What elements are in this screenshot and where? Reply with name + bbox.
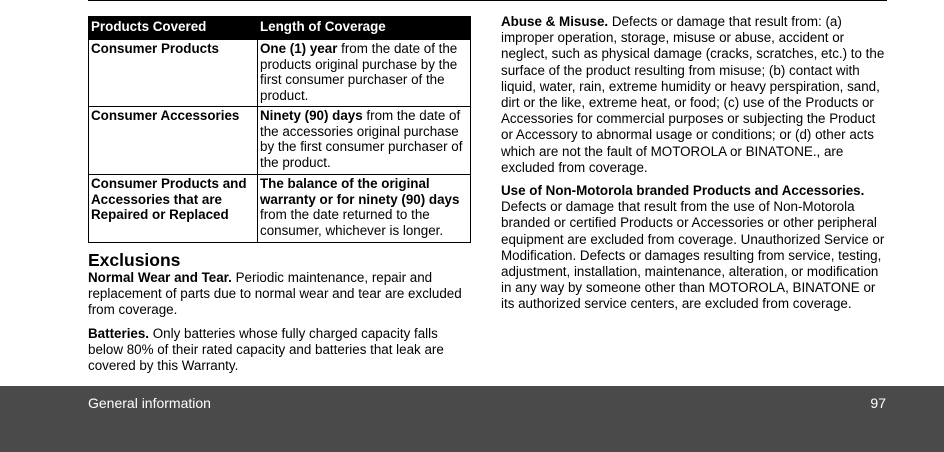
table-header-row [89,17,471,40]
exclusion-paragraph [88,270,471,319]
coverage-term: The balance of the original warranty or for ninety (90) days [260,176,460,207]
exclusion-paragraph [501,183,887,313]
coverage-term: One (1) year [260,41,338,56]
left-column [88,16,471,374]
table-row [89,107,471,175]
exclusion-title: Use of Non-Motorola branded Products and Accessories. [501,183,865,199]
exclusion-paragraph [501,14,887,176]
exclusion-title: Abuse & Misuse. [501,14,609,29]
product-cell: Consumer Products and Accessories that are Repaired or Replaced [89,175,258,243]
footer-section-title: General information [88,395,211,411]
exclusion-paragraph [88,326,471,375]
right-column [501,14,887,313]
table-row [89,175,471,243]
exclusion-title: Normal Wear and Tear. [88,270,232,285]
product-cell: Consumer Accessories [89,107,258,175]
exclusion-text: Periodic maintenance, repair and replacement of parts due to normal wear and tear are excluded from coverage. [88,270,462,318]
coverage-cell [258,175,471,243]
product-cell: Consumer Products [89,40,258,107]
page-number: 97 [870,395,886,411]
coverage-cell [258,107,471,175]
table-row [89,40,471,107]
coverage-term: Ninety (90) days [260,108,363,123]
header-products-covered: Products Covered [89,17,258,40]
coverage-detail: from the date of the products original purchase by the first consumer purchaser of the product. [260,41,458,103]
coverage-detail: from the date of the accessories original purchase by the first consumer purchaser of the product. [260,108,463,170]
exclusion-text: Defects or damage that result from: (a) improper operation, storage, misuse or abuse, accident or neglect, such as physical damage (cracks, scratches, etc.) to the surface of the product resulting from misuse; (b) contact with liquid, water, rain, extreme humidity or heavy perspiration, sand, dirt or the like, extreme heat, or food; (c) use of the Products or Accessories for commercial purposes or subjecting the Product or Accessory to abnormal usage or conditions; or (d) other acts which are not the fault of MOTOROLA or BINATONE., are excluded from coverage. [501,14,885,175]
exclusion-text: Only batteries whose fully charged capacity falls below 80% of their rated capacity and batteries that leak are covered by this Warranty. [88,325,444,374]
header-length-of-coverage: Length of Coverage [258,17,471,40]
coverage-cell [258,40,471,107]
top-rule [88,0,887,1]
coverage-detail: from the date returned to the consumer, whichever is longer. [260,207,444,238]
exclusion-text: Defects or damage that result from the use of Non-Motorola branded or certified Products or Accessories or other peripheral equipment are excluded from coverage. Unauthorized Service or Modification. Defects or damages resulting from service, testing, adjustment, installation, maintenance, alteration, or modification in any way by someone other than MOTOROLA, BINATONE or its authorized service centers, are excluded from coverage. [501,199,885,312]
page-footer [0,386,944,452]
exclusion-title: Batteries. [88,325,150,341]
section-heading: Exclusions [88,250,181,270]
coverage-table [88,16,471,243]
